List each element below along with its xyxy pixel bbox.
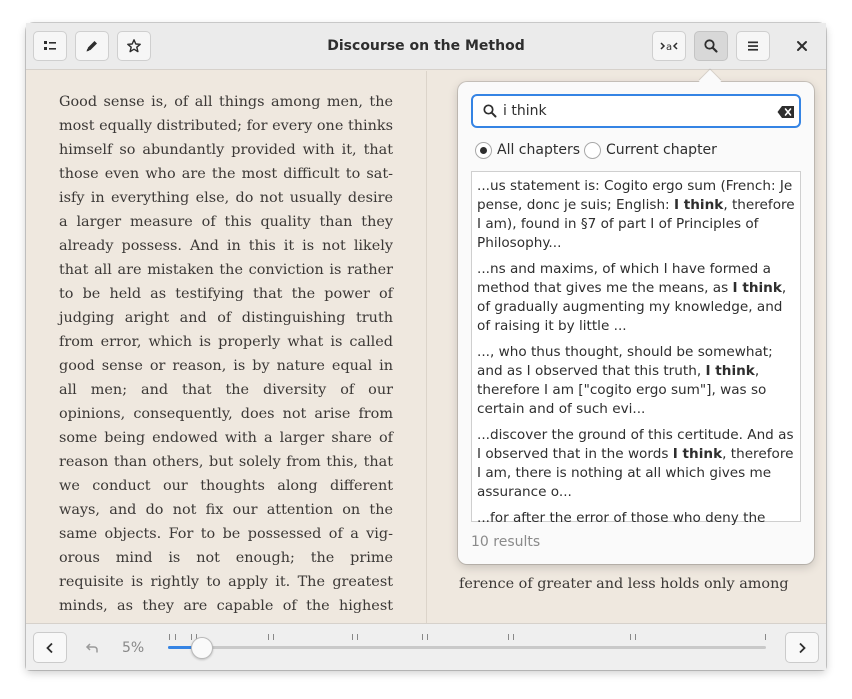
- progress-slider[interactable]: [168, 646, 766, 649]
- result-match: I think: [672, 446, 723, 462]
- header-bar: [26, 23, 826, 70]
- scope-all-chapters-label: All chapters: [497, 142, 580, 158]
- radio-all-chapters[interactable]: [475, 142, 492, 159]
- search-popover: [458, 82, 814, 564]
- undo-icon: [85, 641, 99, 655]
- svg-text:a: a: [666, 42, 673, 53]
- footer-bar: [26, 623, 826, 670]
- close-button[interactable]: [785, 31, 819, 61]
- chapter-tick: [513, 634, 514, 640]
- left-page: [59, 71, 393, 623]
- search-button[interactable]: [694, 31, 728, 61]
- previous-page-button[interactable]: [33, 632, 67, 663]
- menu-button[interactable]: [736, 31, 770, 61]
- search-result[interactable]: [472, 172, 800, 257]
- chapter-tick: [427, 634, 428, 640]
- right-page-text: ference of greater and less holds only among: [459, 576, 789, 592]
- search-result[interactable]: [472, 257, 800, 340]
- chapter-tick: [630, 634, 631, 640]
- chapter-tick: [508, 634, 509, 640]
- search-results-list[interactable]: [471, 171, 801, 526]
- result-text: ...discover the ground of this certitude. And as I observed that in the words: [477, 427, 794, 462]
- view-toggle-button[interactable]: [652, 31, 686, 61]
- radio-current-chapter[interactable]: [584, 142, 601, 159]
- hamburger-icon: [745, 38, 761, 54]
- text-direction-icon: [660, 38, 678, 54]
- search-result[interactable]: [472, 506, 800, 532]
- result-match: I think: [673, 197, 724, 213]
- chapter-tick: [268, 634, 269, 640]
- go-back-button[interactable]: [75, 632, 109, 663]
- chevron-left-icon: [43, 641, 57, 655]
- result-text: , of gradually augmenting my knowledge, and of raising it by little ...: [477, 280, 787, 334]
- chapter-tick: [169, 634, 170, 640]
- result-text: ..., who thus thought, should be somewhat; and as I observed that this truth,: [477, 344, 773, 379]
- result-text: , therefore I am), found in §7 of part I of Principles of Philosophy...: [477, 197, 795, 251]
- clear-search-icon[interactable]: [777, 104, 795, 118]
- chevron-right-icon: [795, 641, 809, 655]
- result-text: ...for after the error of those who deny the: [477, 510, 766, 526]
- search-input[interactable]: [503, 101, 763, 121]
- chapter-tick: [175, 634, 176, 640]
- search-result[interactable]: [472, 340, 800, 423]
- page-divider: [426, 71, 427, 623]
- chapter-tick: [765, 634, 766, 640]
- scope-current-chapter-label: Current chapter: [606, 142, 717, 158]
- scope-all-chapters[interactable]: [475, 140, 580, 160]
- result-text: ...ns and maxims, of which I have formed a method that gives me the means, as: [477, 261, 771, 296]
- result-match: I think: [705, 363, 755, 379]
- progress-slider-handle[interactable]: [191, 637, 213, 659]
- scope-current-chapter[interactable]: [584, 140, 717, 160]
- search-icon: [482, 103, 498, 119]
- result-text: , therefore I am ["cogito ergo sum"], was so certain and of such evi...: [477, 363, 767, 417]
- next-page-button[interactable]: [785, 632, 819, 663]
- chapter-tick: [635, 634, 636, 640]
- chapter-tick: [357, 634, 358, 640]
- chapter-tick: [191, 634, 192, 640]
- window-title: Discourse on the Method: [327, 38, 525, 54]
- chapter-tick: [422, 634, 423, 640]
- chapter-tick: [273, 634, 274, 640]
- search-result[interactable]: [472, 423, 800, 506]
- close-icon: [795, 39, 809, 53]
- result-text: , therefore I am, there is nothing at all which gives me assurance o...: [477, 446, 794, 500]
- page-paragraph: Good sense is, of all things among men, the most equally distributed; for every one thinks himself so abundantly provided with it, that those even who are the most difficult to sat-isfy in everything else, do not usually desire a larger measure of this quality than they already possess. And in this it is not likely that all are mistaken the conviction is rather to be held as testifying that the power of judging aright and of distinguishing truth from error, which is properly what is called good sense or reason, is by nature equal in all men; and that the diversity of our opinions, consequently, does not arise from some being endowed with a larger share of reason than others, but solely from this, that we conduct our thoughts along different ways, and do not fix our attention on the same objects. For to be possessed of a vig-orous mind is not enough; the prime requisite is rightly to apply it. The greatest minds, as they are capable of the highest: [59, 94, 393, 614]
- result-match: I think: [732, 280, 782, 296]
- progress-percent: 5%: [122, 640, 145, 656]
- search-icon: [703, 38, 719, 54]
- chapter-tick: [352, 634, 353, 640]
- search-field[interactable]: [471, 94, 801, 128]
- results-count: 10 results: [471, 534, 541, 550]
- result-text: ...us statement is: Cogito ergo sum (French: Je pense, donc je suis; English:: [477, 178, 793, 213]
